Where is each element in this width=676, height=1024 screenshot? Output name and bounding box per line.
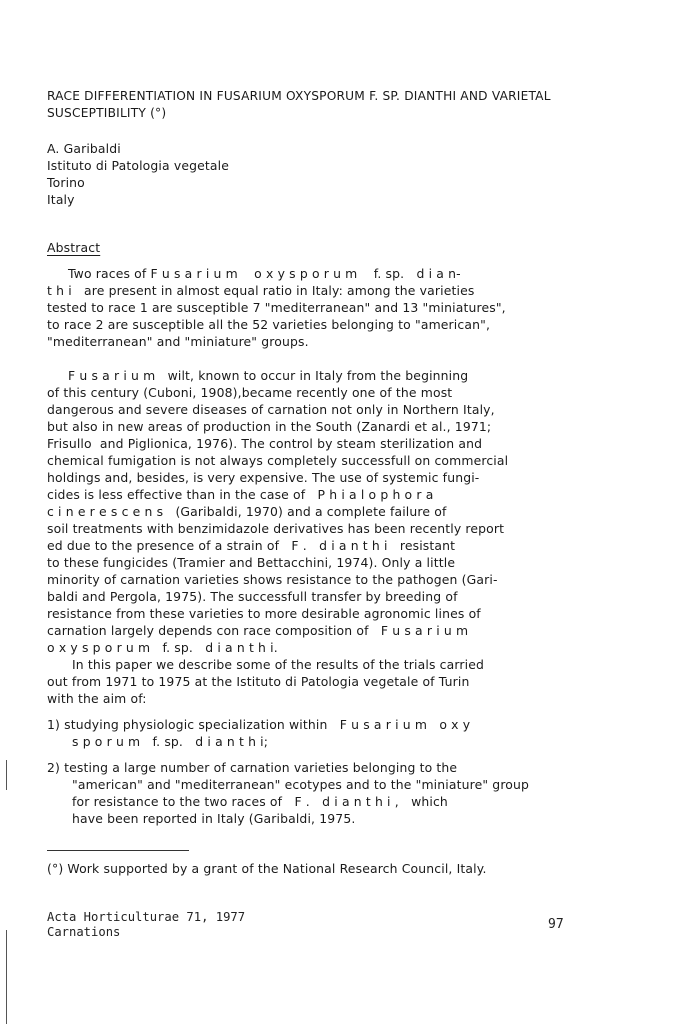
abstract-line: t h i are present in almost equal ratio in Italy: among the varieties [47, 283, 475, 298]
author-country: Italy [47, 192, 75, 207]
body-line: to these fungicides (Tramier and Bettacchini, 1974). Only a little [47, 555, 456, 570]
aim-item-1: 1) studying physiologic specialization within F u s a r i u m o x y [47, 717, 471, 732]
body-line: holdings and, besides, is very expensive. The use of systemic fungi- [47, 470, 480, 485]
body-line: cides is less effective than in the case of P h i a l o p h o r a [47, 487, 434, 502]
author-name: A. Garibaldi [47, 141, 121, 156]
body-line: soil treatments with benzimidazole derivatives has been recently report [47, 521, 505, 536]
abstract-line: "mediterranean" and "miniature" groups. [47, 334, 309, 349]
body-line: In this paper we describe some of the results of the trials carried [72, 657, 484, 672]
abstract-heading: Abstract [47, 240, 101, 255]
abstract-line: tested to race 1 are susceptible 7 "mediterranean" and 13 "miniatures", [47, 300, 506, 315]
aim-item-2: 2) testing a large number of carnation varieties belonging to the [47, 760, 458, 775]
body-line: but also in new areas of production in the South (Zanardi et al., 1971; [47, 419, 492, 434]
abstract-line: to race 2 are susceptible all the 52 varieties belonging to "american", [47, 317, 491, 332]
body-line: of this century (Cuboni, 1908),became recently one of the most [47, 385, 453, 400]
body-line: o x y s p o r u m f. sp. d i a n t h i. [47, 640, 278, 655]
footnote: (°) Work supported by a grant of the National Research Council, Italy. [47, 861, 487, 876]
journal-name: Acta Horticulturae 71, 1977 [47, 910, 246, 924]
scan-edge-mark [6, 760, 7, 790]
author-city: Torino [47, 175, 85, 190]
scan-edge-mark [6, 930, 7, 1024]
body-line: minority of carnation varieties shows resistance to the pathogen (Gari- [47, 572, 498, 587]
body-line: out from 1971 to 1975 at the Istituto di Patologia vegetale of Turin [47, 674, 470, 689]
body-line: Frisullo and Piglionica, 1976). The control by steam sterilization and [47, 436, 483, 451]
aim-item-2-cont: have been reported in Italy (Garibaldi, 1975. [72, 811, 356, 826]
author-institute: Istituto di Patologia vegetale [47, 158, 230, 173]
abstract-line: Two races of F u s a r i u m o x y s p o r u m f. sp. d i a n- [68, 266, 461, 281]
paper-title-line: RACE DIFFERENTIATION IN FUSARIUM OXYSPORUM F. SP. DIANTHI AND VARIETAL [47, 89, 551, 103]
aim-item-2-cont: "american" and "mediterranean" ecotypes and to the "miniature" group [72, 777, 530, 792]
page-number: 97 [548, 917, 564, 932]
body-line: with the aim of: [47, 691, 147, 706]
body-line: carnation largely depends con race composition of F u s a r i u m [47, 623, 469, 638]
body-line: resistance from these varieties to more desirable agronomic lines of [47, 606, 481, 621]
journal-section: Carnations [47, 925, 121, 939]
aim-item-1-cont: s p o r u m f. sp. d i a n t h i; [72, 734, 269, 749]
body-line: baldi and Pergola, 1975). The successfull transfer by breeding of [47, 589, 458, 604]
body-line: chemical fumigation is not always completely successfull on commercial [47, 453, 509, 468]
body-line: F u s a r i u m wilt, known to occur in Italy from the beginning [68, 368, 469, 383]
body-line: c i n e r e s c e n s (Garibaldi, 1970) and a complete failure of [47, 504, 447, 519]
body-line: ed due to the presence of a strain of F . d i a n t h i resistant [47, 538, 456, 553]
paper-title-line: SUSCEPTIBILITY (°) [47, 106, 167, 120]
body-line: dangerous and severe diseases of carnation not only in Northern Italy, [47, 402, 495, 417]
footnote-rule [47, 850, 189, 851]
aim-item-2-cont: for resistance to the two races of F . d i a n t h i , which [72, 794, 448, 809]
